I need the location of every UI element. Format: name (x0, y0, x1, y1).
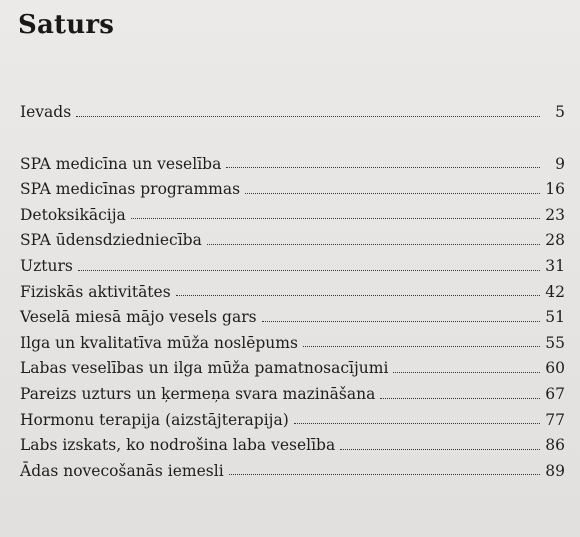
table-of-contents (20, 100, 565, 484)
toc-entry (20, 254, 565, 280)
toc-entry-label: Ievads (20, 103, 72, 121)
dot-leader (294, 423, 540, 424)
toc-entry-page: 5 (555, 103, 565, 121)
toc-entry-page: 23 (545, 205, 565, 224)
toc-entry-page: 9 (555, 154, 565, 173)
toc-entry-page: 86 (545, 436, 565, 455)
toc-entry-label: Labas veselības un ilga mūža pamatnosacījumi (20, 359, 389, 378)
toc-entry-label: Hormonu terapija (aizstājterapija) (20, 410, 289, 429)
toc-entry-page: 28 (545, 231, 565, 250)
dot-leader (340, 449, 540, 450)
toc-entry (20, 408, 565, 434)
toc-entry-page: 60 (545, 359, 565, 378)
toc-entry-label: SPA medicīna un veselība (20, 154, 222, 173)
toc-entry-label: Detoksikācija (20, 205, 126, 224)
toc-entry-page: 31 (545, 256, 565, 275)
toc-entry (20, 356, 565, 382)
toc-entry (20, 331, 565, 357)
toc-entry (20, 433, 565, 459)
toc-entry (20, 177, 565, 203)
dot-leader (207, 244, 540, 245)
toc-entry-page: 55 (545, 333, 565, 352)
toc-entry (20, 100, 565, 126)
toc-entry-label: Uzturs (20, 256, 73, 275)
dot-leader (76, 116, 540, 117)
toc-entry-label: Veselā miesā mājo vesels gars (20, 308, 257, 327)
toc-entry-page: 16 (545, 180, 565, 199)
toc-entry-label: Labs izskats, ko nodrošina laba veselība (20, 436, 336, 455)
dot-leader (245, 193, 540, 194)
toc-entry-label: SPA ūdensdziedniecība (20, 231, 202, 250)
toc-entry-page: 42 (545, 282, 565, 301)
toc-entry (20, 152, 565, 178)
dot-leader (303, 346, 540, 347)
toc-entry (20, 203, 565, 229)
dot-leader (176, 295, 540, 296)
toc-entry-label: Ilga un kvalitatīva mūža noslēpums (20, 333, 298, 352)
dot-leader (229, 474, 540, 475)
toc-entry (20, 280, 565, 306)
dot-leader (78, 270, 540, 271)
toc-entry-page: 67 (545, 384, 565, 403)
dot-leader (262, 321, 540, 322)
toc-entry (20, 228, 565, 254)
toc-entry-page: 51 (545, 308, 565, 327)
toc-entry (20, 305, 565, 331)
toc-entry-label: Fiziskās aktivitātes (20, 282, 171, 301)
dot-leader (226, 167, 540, 168)
toc-entry-label: SPA medicīnas programmas (20, 180, 241, 199)
toc-entry-label: Pareizs uzturs un ķermeņa svara mazināšana (20, 384, 376, 403)
toc-entry (20, 382, 565, 408)
dot-leader (393, 372, 540, 373)
toc-entry-page: 77 (545, 410, 565, 429)
dot-leader (380, 398, 540, 399)
toc-entry (20, 459, 565, 485)
page-title: Saturs (18, 10, 115, 40)
toc-entry-page: 89 (545, 461, 565, 480)
toc-entry-label: Ādas novecošanās iemesli (20, 461, 224, 480)
dot-leader (131, 218, 540, 219)
